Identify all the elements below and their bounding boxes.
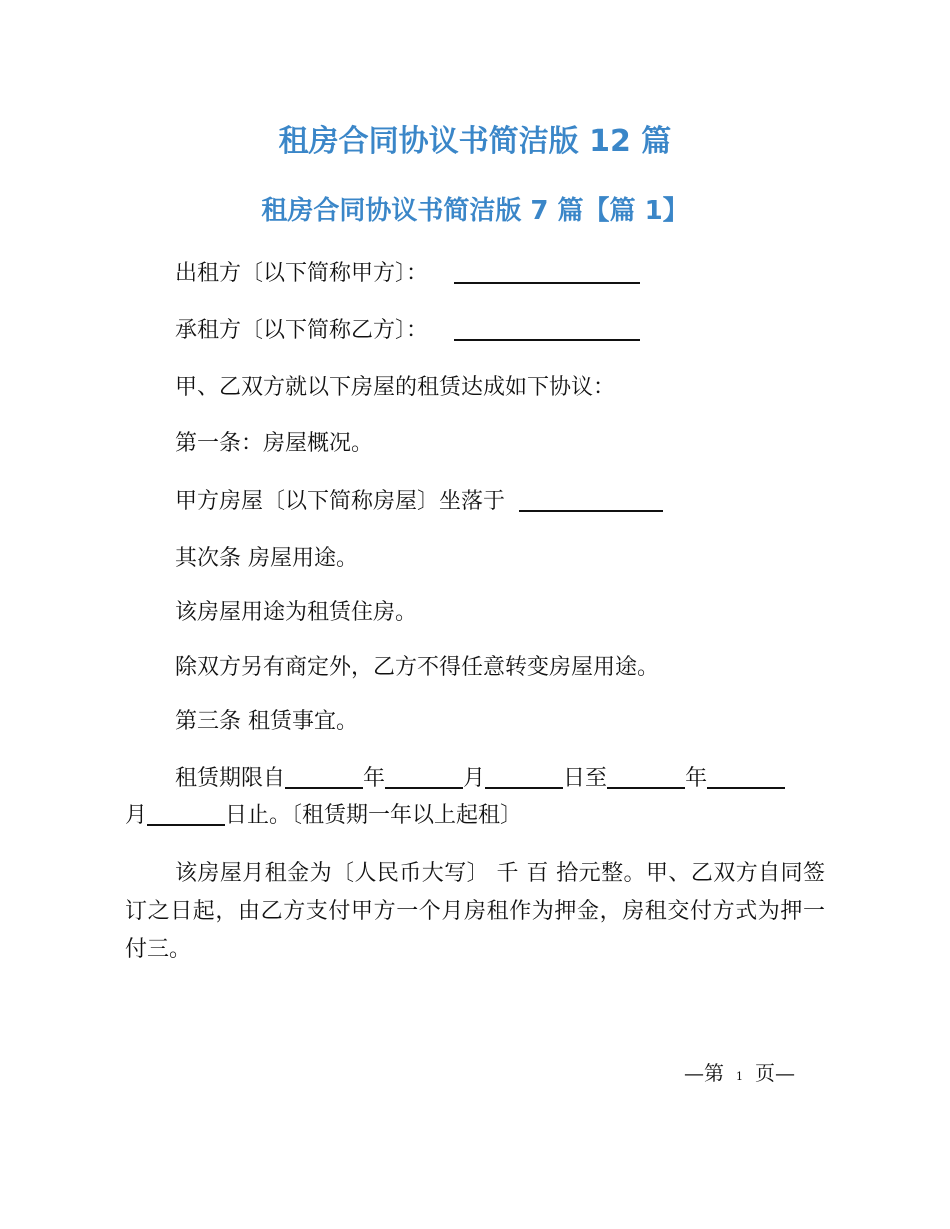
lessor-blank	[454, 258, 640, 284]
end-day-label: 日止。	[225, 803, 292, 828]
article-1-title: 第一条：房屋概况。	[175, 431, 374, 456]
term-note: 〔租赁期一年以上起租〕	[291, 803, 523, 828]
year-blank	[285, 763, 363, 789]
article-2-purpose: 该房屋用途为租赁住房。	[175, 600, 418, 625]
end-year-label: 年	[685, 766, 708, 791]
month-label: 月	[463, 766, 486, 791]
article-3-title: 第三条 租赁事宜。	[175, 709, 358, 734]
article-2-title: 其次条 房屋用途。	[175, 546, 358, 571]
footer-prefix: —第	[684, 1061, 724, 1085]
day-blank	[485, 763, 563, 789]
end-day-blank	[147, 800, 225, 826]
footer-suffix: 页—	[755, 1061, 795, 1085]
location-label: 甲方房屋〔以下简称房屋〕坐落于	[175, 489, 506, 514]
document-title: 租房合同协议书简洁版 12 篇	[278, 124, 672, 159]
lessor-label: 出租方〔以下简称甲方〕：	[175, 261, 429, 286]
rent-paragraph: 该房屋月租金为〔人民币大写〕 千 百 拾元整。甲、乙双方自同签订之日起，由乙方支付甲方一个月房租作为押金，房租交付方式为押一付三。	[125, 861, 825, 962]
lessee-label: 承租方〔以下简称乙方〕：	[175, 318, 429, 343]
location-blank	[519, 486, 663, 512]
lessee-line	[175, 315, 640, 346]
lessee-blank	[454, 315, 640, 341]
end-month-blank	[707, 763, 785, 789]
end-month-label: 月	[125, 803, 148, 828]
month-blank	[385, 763, 463, 789]
intro-line: 甲、乙双方就以下房屋的租赁达成如下协议：	[175, 375, 616, 400]
end-year-blank	[607, 763, 685, 789]
day-to-label: 日至	[563, 766, 608, 791]
term-prefix: 租赁期限自	[175, 766, 286, 791]
lessor-line	[175, 258, 640, 289]
page-footer	[684, 1058, 795, 1092]
term-line-2	[125, 800, 522, 831]
year-label: 年	[363, 766, 386, 791]
page-number: 1	[736, 1070, 743, 1083]
section-title: 租房合同协议书简洁版 7 篇【篇 1】	[261, 196, 689, 226]
term-line-1	[175, 763, 785, 794]
article-2-rule: 除双方另有商定外，乙方不得任意转变房屋用途。	[175, 655, 660, 680]
location-line	[175, 486, 663, 517]
